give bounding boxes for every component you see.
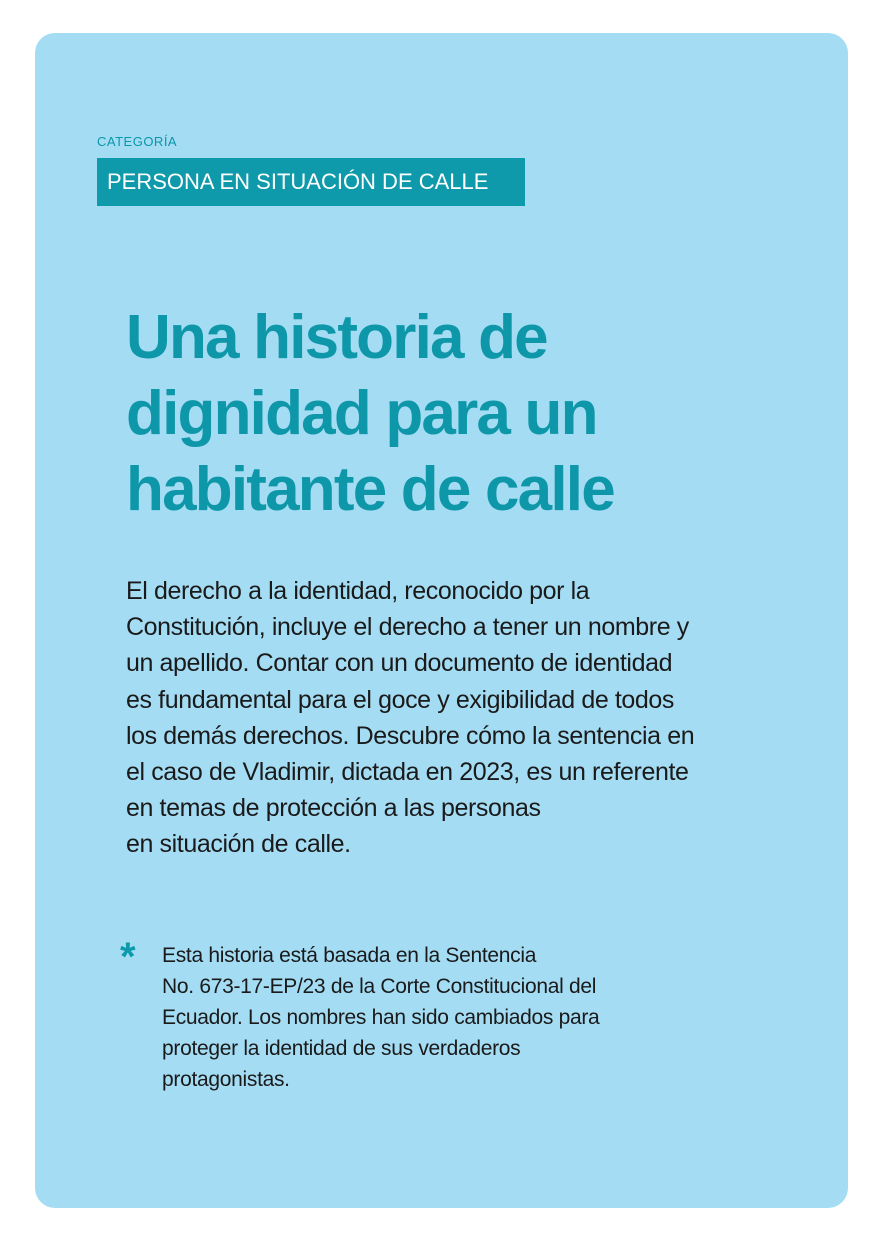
source-note [162,940,722,1095]
intro-line: El derecho a la identidad, reconocido por la [126,577,590,605]
intro-line: los demás derechos. Descubre cómo la sentencia en [126,721,695,750]
asterisk-icon: * [120,935,136,979]
note-line: proteger la identidad de sus verdaderos [162,1037,521,1060]
intro-line: Constitución, incluye el derecho a tener un nombre y [126,613,689,642]
intro-line: es fundamental para el goce y exigibilidad de todos [126,685,675,714]
intro-line: en temas de protección a las personas [126,794,541,823]
intro-line: el caso de Vladimir, dictada en 2023, es un referente [126,758,689,787]
intro-line: un apellido. Contar con un documento de identidad [126,649,673,678]
story-headline: Una historia de dignidad para un habitante de calle [126,303,614,524]
intro-line: en situación de calle. [126,830,351,859]
note-line: protagonistas. [162,1068,290,1091]
note-line: No. 673-17-EP/23 de la Corte Constitucional del [162,975,597,998]
intro-paragraph [126,573,776,863]
category-badge: PERSONA EN SITUACIÓN DE CALLE [97,158,525,206]
note-line: Esta historia está basada en la Sentencia [162,944,537,967]
category-label: CATEGORÍA [97,134,178,149]
note-line: Ecuador. Los nombres han sido cambiados para [162,1006,600,1029]
